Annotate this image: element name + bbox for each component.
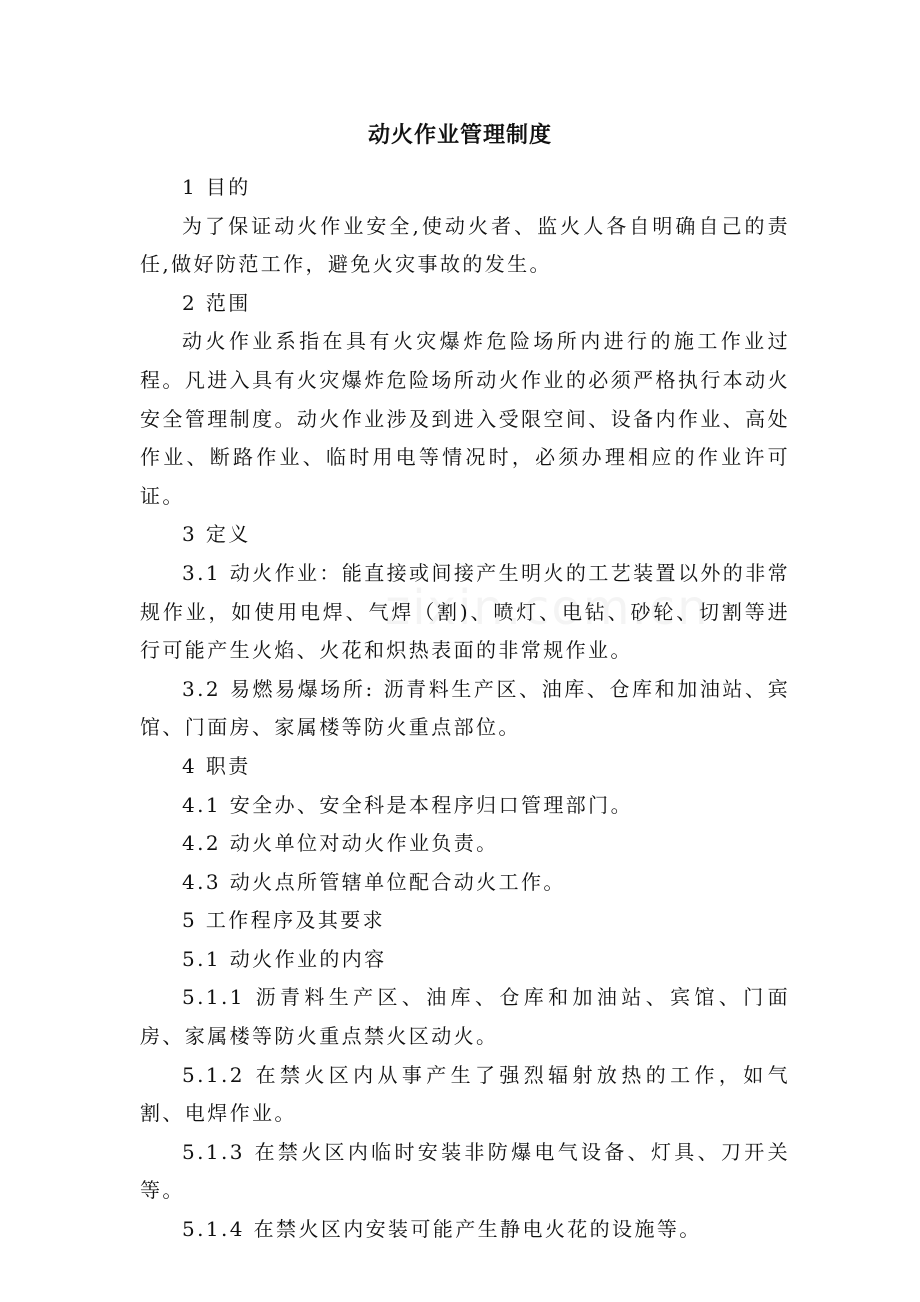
heading-scope: 2 范围 xyxy=(182,290,251,315)
heading-responsibilities: 4 职责 xyxy=(182,753,251,778)
paragraph-procedure-5-1-2: 5.1.2 在禁火区内从事产生了强烈辐射放热的工作，如气割、电焊作业。 xyxy=(140,1062,790,1126)
paragraph-purpose: 为了保证动火作业安全,使动火者、监火人各自明确自己的责任,做好防范工作，避免火灾事故的发生。 xyxy=(140,213,790,277)
paragraph-definition-3-2: 3.2 易燃易爆场所: 沥青料生产区、油库、仓库和加油站、宾馆、门面房、家属楼等防火重点部位。 xyxy=(140,676,790,740)
document-title: 动火作业管理制度 xyxy=(367,123,552,148)
paragraph-responsibility-4-1: 4.1 安全办、安全科是本程序归口管理部门。 xyxy=(182,792,633,817)
heading-definitions: 3 定义 xyxy=(182,522,251,547)
paragraph-scope: 动火作业系指在具有火灾爆炸危险场所内进行的施工作业过程。凡进入具有火灾爆炸危险场所动火作业的必须严格执行本动火安全管理制度。动火作业涉及到进入受限空间、设备内作业、高处作业、断路作业、临时用电等情况时，必须办理相应的作业许可证。 xyxy=(140,329,790,508)
paragraph-responsibility-4-3: 4.3 动火点所管辖单位配合动火工作。 xyxy=(182,869,566,894)
heading-procedures: 5 工作程序及其要求 xyxy=(182,908,386,933)
paragraph-procedure-5-1-4: 5.1.4 在禁火区内安装可能产生静电火花的设施等。 xyxy=(182,1217,702,1242)
paragraph-responsibility-4-2: 4.2 动火单位对动火作业负责。 xyxy=(182,831,499,856)
paragraph-procedure-5-1-3: 5.1.3 在禁火区内临时安装非防爆电气设备、灯具、刀开关等。 xyxy=(140,1139,790,1203)
heading-procedure-5-1: 5.1 动火作业的内容 xyxy=(182,946,387,971)
paragraph-definition-3-1: 3.1 动火作业：能直接或间接产生明火的工艺装置以外的非常规作业，如使用电焊、气焊（割)、喷灯、电钻、砂轮、切割等进行可能产生火焰、火花和炽热表面的非常规作业。 xyxy=(140,560,790,663)
paragraph-procedure-5-1-1: 5.1.1 沥青料生产区、油库、仓库和加油站、宾馆、门面房、家属楼等防火重点禁火区动火。 xyxy=(140,985,790,1049)
heading-purpose: 1 目的 xyxy=(182,175,251,199)
document-body xyxy=(140,168,790,1249)
